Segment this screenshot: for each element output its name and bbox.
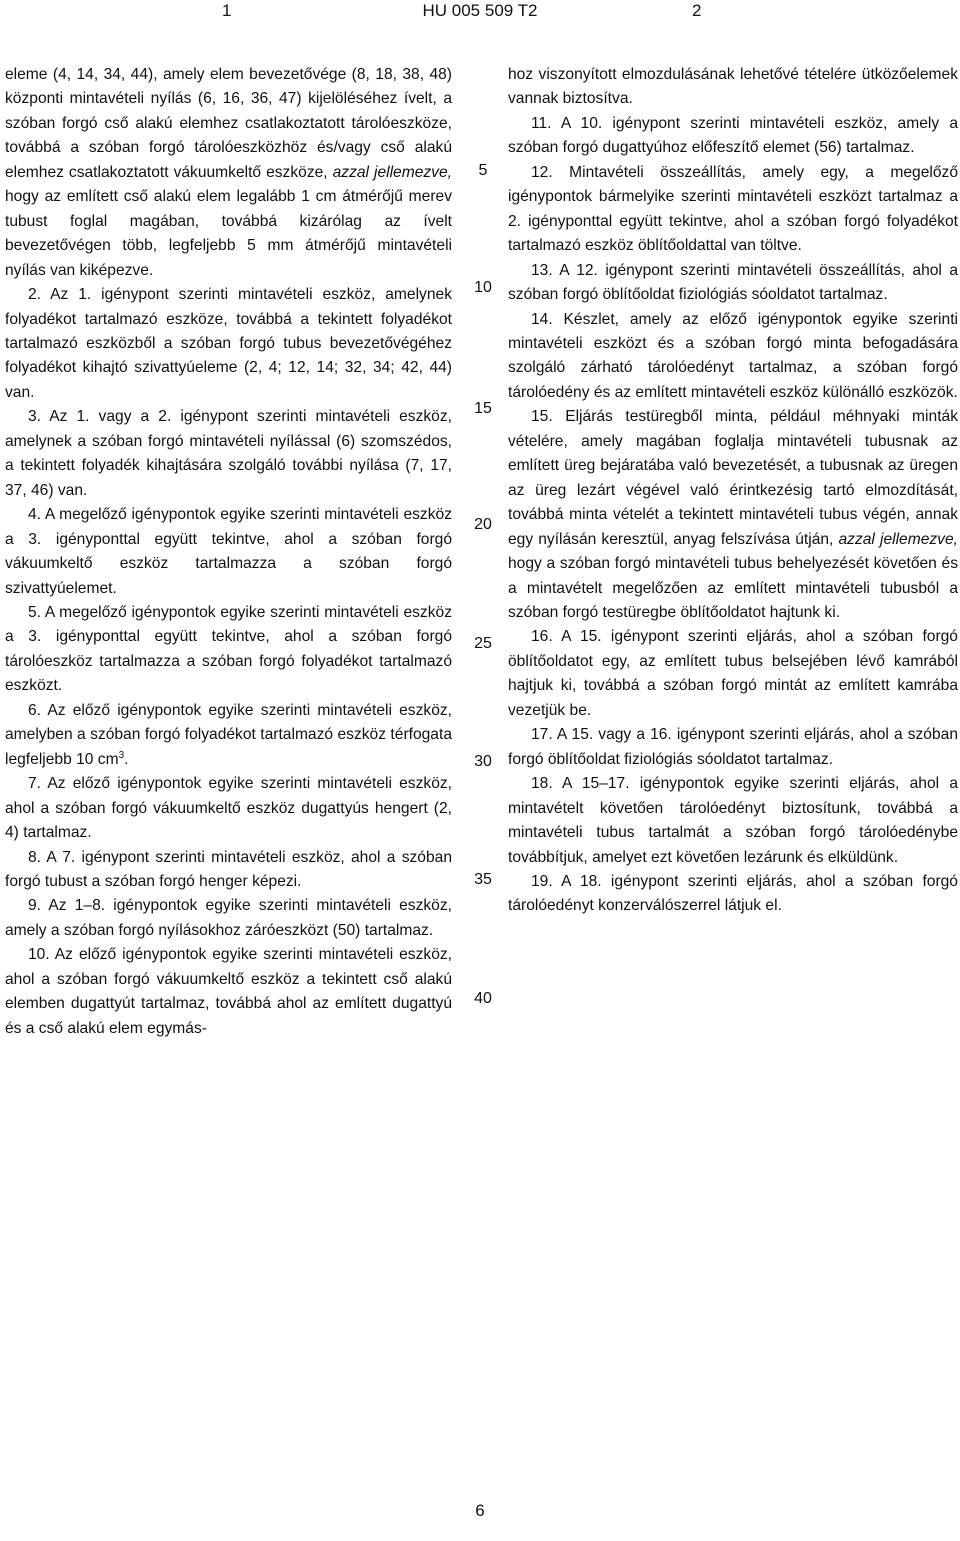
left-column <box>5 63 452 1041</box>
superscript: 3 <box>118 749 125 761</box>
claim-10-continuation: hoz viszonyított elmozdulásának lehetővé tételére ütközőelemek vannak biztosítva. <box>508 66 958 108</box>
claim-17: 17. A 15. vagy a 16. igénypont szerinti eljárás, ahol a szóban forgó öblítőoldat fiziológiás sóoldatot tartalmaz. <box>508 726 958 768</box>
claim-text: eleme (4, 14, 34, 44), amely elem bevezetővége (8, 18, 38, 48) központi mintavételi nyílás (6, 16, 36, 47) kijelöléséhez ívelt, a szóban forgó cső alakú elemhez csatlakoztatott tárolóeszköze, továbbá a szóban forgó tárolóeszközhöz és/vagy cső alakú elemhez csatlakoztatott vákuumkeltő eszköze, <box>5 66 452 181</box>
claim-text: hogy a szóban forgó mintavételi tubus behelyezését követően és a mintavételt megelőzően az említett mintavételi tubusból a szóban forgó testüregbe öblítőoldatot hajtunk ki. <box>508 555 958 621</box>
claim-2: 2. Az 1. igénypont szerinti mintavételi eszköz, amelynek folyadékot tartalmazó eszköze, továbbá a tekintett folyadékot tartalmazó eszközből a szóban forgó tubus bevezetővégéhez folyadékot kihajtó szivattyúeleme (2, 4; 12, 14; 32, 34; 42, 44) van. <box>5 286 452 401</box>
claim-1-continuation <box>5 63 452 283</box>
claim-7: 7. Az előző igénypontok egyike szerinti mintavételi eszköz, ahol a szóban forgó vákuumkeltő eszköz dugattyús hengert (2, 4) tartalmaz. <box>5 775 452 842</box>
claim-16: 16. A 15. igénypont szerinti eljárás, ahol a szóban forgó öblítőoldatot egy, az említett tubus belsejében lévő kamrából hajtjuk ki, továbbá a szóban forgó mintát az említett kamrába vezetjük be. <box>508 628 958 719</box>
line-number: 40 <box>474 990 492 1007</box>
header-doc-number: HU 005 509 T2 <box>422 1 538 20</box>
line-number: 10 <box>474 279 492 296</box>
claim-13: 13. A 12. igénypont szerinti mintavételi összeállítás, ahol a szóban forgó öblítőoldat fiziológiás sóoldatot tartalmaz. <box>508 261 958 304</box>
claim-19: 19. A 18. igénypont szerinti eljárás, ahol a szóban forgó tárolóedényt konzerválószerrel látjuk el. <box>508 872 958 915</box>
claim-11: 11. A 10. igénypont szerinti mintavételi eszköz, amely a szóban forgó dugattyúhoz előfeszítő elemet (56) tartalmaz. <box>508 114 958 157</box>
claim-5: 5. A megelőző igénypontok egyike szerinti mintavételi eszköz a 3. igényponttal együtt tekintve, ahol a szóban forgó tárolóeszköz tartalmazza a szóban forgó folyadékot tartalmazó eszközt. <box>5 603 452 695</box>
footer-page-number: 6 <box>475 1501 485 1520</box>
claim-18: 18. A 15–17. igénypontok egyike szerinti eljárás, ahol a mintavételt követően tárolóedényt biztosítunk, továbbá a mintavételi tubus tartalmát a szóban forgó tárolóedénybe továbbítjuk, amelyet ezt követően lezárunk és elküldünk. <box>508 775 958 866</box>
claim-text: 6. Az előző igénypontok egyike szerinti mintavételi eszköz, amelyben a szóban forgó folyadékot tartalmazó eszköz térfogata legfeljebb 10 cm <box>5 701 452 768</box>
claim-3: 3. Az 1. vagy a 2. igénypont szerinti mintavételi eszköz, amelynek a szóban forgó mintavételi nyílással (6) szomszédos, a tekintett folyadék kihajtására szolgáló további nyílása (7, 17, 37, 46) van. <box>5 408 452 499</box>
claim-emphasis: azzal jellemezve, <box>332 163 452 181</box>
claim-8: 8. A 7. igénypont szerinti mintavételi eszköz, ahol a szóban forgó tubust a szóban forgó henger képezi. <box>5 848 452 890</box>
claim-4: 4. A megelőző igénypontok egyike szerinti mintavételi eszköz a 3. igényponttal együtt tekintve, ahol a szóban forgó vákuumkeltő eszköz tartalmazza a szóban forgó szivattyúelemet. <box>5 506 452 597</box>
line-number: 5 <box>478 162 488 179</box>
line-number: 35 <box>474 871 492 888</box>
header-page-left: 1 <box>222 1 232 20</box>
right-column <box>508 63 958 919</box>
line-number: 30 <box>474 753 492 770</box>
claim-emphasis: azzal jellemezve, <box>838 530 958 548</box>
claim-text: . <box>124 750 129 768</box>
line-number: 15 <box>474 400 492 417</box>
claim-6 <box>5 699 452 772</box>
claim-10: 10. Az előző igénypontok egyike szerinti mintavételi eszköz, ahol a szóban forgó vákuumkeltő eszköz a tekintett cső alakú elemben dugattyút tartalmaz, továbbá ahol az említett dugattyú és a cső alakú elem egymás- <box>5 946 452 1037</box>
header-page-right: 2 <box>692 1 702 20</box>
claim-15 <box>508 405 958 625</box>
claim-text: 15. Eljárás testüregből minta, például méhnyaki minták vételére, amely magában foglalja mintavételi tubusnak az említett üreg bejáratába való bevezetését, a tubusnak az üregen az üreg lezárt végével való érintkezésig tartó elmozdítását, továbbá minta vételét a tekintett mintavételi tubus végén, annak egy nyílásán keresztül, anyag felszívása útján, <box>508 408 958 548</box>
claim-text: hogy az említett cső alakú elem legalább 1 cm átmérőjű merev tubust foglal magában, továbbá kizárólag az ívelt bevezetővégen több, legfeljebb 5 mm átmérőjű mintavételi nyílás van kiképezve. <box>5 188 452 279</box>
line-number: 25 <box>474 635 492 652</box>
claim-9: 9. Az 1–8. igénypontok egyike szerinti mintavételi eszköz, amely a szóban forgó nyílásokhoz záróeszközt (50) tartalmaz. <box>5 897 452 939</box>
line-number: 20 <box>474 516 492 533</box>
claim-14: 14. Készlet, amely az előző igénypontok egyike szerinti mintavételi eszközt és a szóban forgó minta befogadására szolgáló zárható tárolóedényt tartalmaz, a szóban forgó tárolóedény és az említett mintavételi eszköz különálló eszközök. <box>508 310 958 401</box>
claim-12: 12. Mintavételi összeállítás, amely egy, a megelőző igénypontok bármelyike szerinti mintavételi eszközt tartalmaz a 2. igényponttal együtt tekintve, ahol a szóban forgó folyadékot tartalmazó eszköz öblítőoldattal van töltve. <box>508 163 958 255</box>
